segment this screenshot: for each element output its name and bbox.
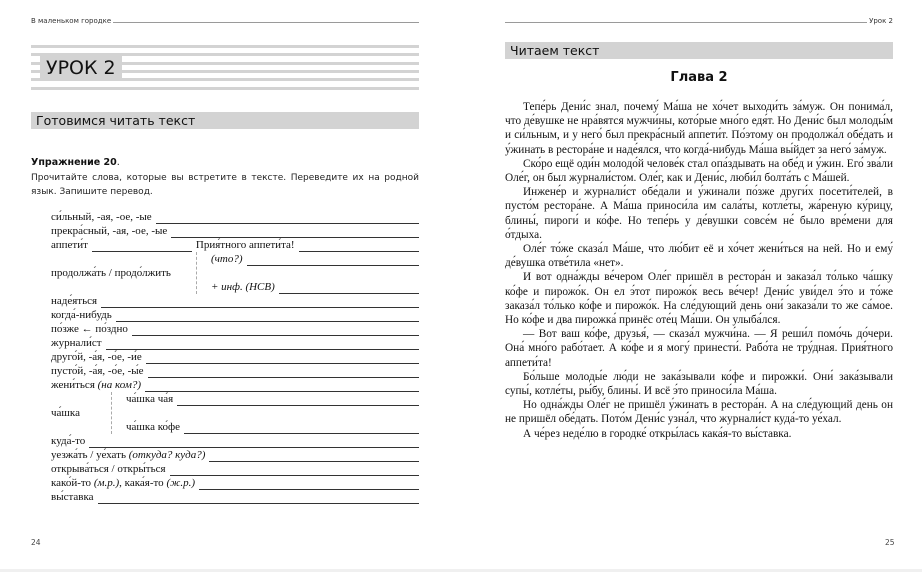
vocab-subrow <box>126 420 419 434</box>
vocab-word: пусто́й, -а́я, -о́е, -ы́е <box>51 365 144 377</box>
section-title: Читаем текст <box>505 42 893 59</box>
vocab-word: аппети́т <box>51 239 88 251</box>
group-divider <box>196 252 197 294</box>
vocab-phrase: Прия́тного аппети́та! <box>195 239 295 251</box>
translation-blank[interactable] <box>101 297 419 308</box>
right-page <box>461 0 922 572</box>
translation-blank[interactable] <box>171 227 419 238</box>
chapter-title: Глава 2 <box>670 70 728 85</box>
vocab-row <box>51 294 419 308</box>
vocab-group-subs <box>126 392 419 434</box>
translation-blank[interactable] <box>279 283 419 294</box>
paragraph: А че́рез неде́лю в городке́ откры́лась кака́я-то вы́ставка. <box>523 427 792 440</box>
banner-stripe <box>31 45 419 48</box>
paragraph: Инжене́р и журнали́ст обе́дали и у́жинали по́зже други́х посети́телей, в пусто́м рестора́не. А Ма́ша приноси́ла им сала́ты, котле́ты, жа́реную ку́рицу, блины́, пироги́ и ко́фе. Но тепе́рь у де́вушки совсе́м не́ было вре́мени для о́тдыха. <box>505 186 893 241</box>
vocab-word: по́зже ← по́здно <box>51 323 128 335</box>
vocab-note: (на ком?) <box>97 379 142 391</box>
translation-blank[interactable] <box>177 395 419 406</box>
vocab-word: наде́яться <box>51 295 98 307</box>
running-header <box>505 17 893 25</box>
vocab-row <box>51 308 419 322</box>
translation-blank[interactable] <box>299 241 419 252</box>
vocab-row <box>51 350 419 364</box>
paragraph: Ско́ро ещё оди́н молодо́й челове́к стал опа́здывать на обе́д и у́жин. Его́ зва́ли Оле́г, он был журнали́стом. Оле́г, как и Дени́с, люби́л болта́ть с Ма́шей. <box>505 157 893 185</box>
paragraph: Но одна́жды Оле́г не пришёл у́жинать в рестора́н. А на сле́дующий день он не пришёл обе́дать. Пото́м Дени́с узна́л, что журнали́ст куда́-то уе́хал. <box>505 399 893 426</box>
lesson-banner <box>31 45 419 91</box>
section-title: Готовимся читать текст <box>31 112 419 129</box>
vocab-row <box>51 336 419 350</box>
vocab-row <box>51 448 419 462</box>
vocab-subrow <box>126 392 419 406</box>
translation-blank[interactable] <box>209 451 419 462</box>
vocab-note: + инф. (НСВ) <box>211 281 275 293</box>
vocab-note: (м.р.) <box>93 477 120 489</box>
exercise-title-text: Упражнение 20 <box>31 157 117 168</box>
header-rule <box>113 22 419 23</box>
vocab-row <box>51 322 419 336</box>
vocabulary-list <box>51 210 419 504</box>
vocab-row <box>51 238 419 252</box>
running-header <box>31 17 419 25</box>
vocab-row <box>51 462 419 476</box>
vocab-word: како́й-то <box>51 477 92 489</box>
translation-blank[interactable] <box>145 381 419 392</box>
translation-blank[interactable] <box>156 213 419 224</box>
header-rule <box>505 22 867 23</box>
reading-text <box>505 100 893 441</box>
vocab-group-subs <box>211 252 419 294</box>
vocab-word: си́льный, -ая, -ое, -ые <box>51 211 152 223</box>
vocab-row <box>51 224 419 238</box>
exercise-instruction: Прочитайте слова, которые вы встретите в тексте. Переведите их на родной язык. Запишите перевод. <box>31 173 419 197</box>
translation-blank[interactable] <box>247 255 419 266</box>
paragraph: И вот одна́жды ве́чером Оле́г пришёл в рестора́н и заказа́л то́лько ча́шку ко́фе и пирожо́к. Он ел э́тот пирожо́к весь ве́чер! Дени́с уви́дел э́то и то́же заказа́л то́лько ко́фе и пирожо́к. На сле́дующий день они́ заказа́ли то же са́мое. Но ко́фе и два пирожка́ принёс оте́ц Ма́ши. Он улыба́лся. <box>505 271 893 327</box>
vocab-word: жени́ться <box>51 379 95 391</box>
paragraph: Оле́г то́же сказа́л Ма́ше, что лю́бит её и хо́чет жени́ться на ней. Но и ему́ де́вушка отве́тила «нет». <box>505 243 893 270</box>
vocab-row <box>51 378 419 392</box>
translation-blank[interactable] <box>199 479 419 490</box>
vocab-word: открыва́ться / откры́ться <box>51 463 166 475</box>
translation-blank[interactable] <box>106 339 419 350</box>
vocab-group-cup <box>51 392 419 434</box>
vocab-word: журнали́ст <box>51 337 102 349</box>
page-number: 24 <box>31 538 41 547</box>
vocab-word: когда́-нибудь <box>51 309 112 321</box>
exercise-title-dot: . <box>116 157 120 168</box>
vocab-word: , кака́я-то <box>119 477 164 489</box>
vocab-row <box>51 490 419 504</box>
vocab-note: (что?) <box>211 253 243 265</box>
translation-blank[interactable] <box>98 493 419 504</box>
vocab-row <box>51 476 419 490</box>
translation-blank[interactable] <box>92 241 192 252</box>
translation-blank[interactable] <box>148 367 419 378</box>
paragraph: Бо́льше молоды́е лю́ди не зака́зывали ко́фе и пирожки́. Они́ зака́зывали супы́, котле́ты, ры́бу, блины́. И всё э́то приноси́ла Ма́ша. <box>505 370 893 398</box>
vocab-group-head: ча́шка <box>51 407 80 419</box>
lesson-title: УРОК 2 <box>40 55 122 81</box>
translation-blank[interactable] <box>184 423 419 434</box>
vocab-row <box>51 364 419 378</box>
vocab-word: ча́шка ча́я <box>126 393 174 405</box>
paragraph: — Вот ваш ко́фе, друзья́, — сказа́л мужчи́на. — Я реши́л помо́чь до́чери. Она́ мно́го рабо́тает. А ко́фе и я могу́ принести́. Рабо́та не тру́дная. Прия́тного аппети́та! <box>505 328 893 369</box>
vocab-group-continue <box>51 252 419 294</box>
page-number: 25 <box>885 538 895 547</box>
paragraph: Тепе́рь Дени́с знал, почему́ Ма́ша не хо́чет выходи́ть за́муж. Он понима́л, что де́вушке не нра́вятся мужчи́ны, кото́рые мно́го едя́т. Но Дени́с был молоды́м и си́льным, и у него́ был прекра́сный аппети́т. По́этому он продолжа́л обе́дать и у́жинать в рестора́не и наде́ялся, что когда́-нибудь Ма́ша вы́йдет за него́ за́муж. <box>505 101 893 156</box>
translation-blank[interactable] <box>170 465 419 476</box>
vocab-note: (откуда? куда?) <box>128 449 206 461</box>
vocab-word: ча́шка ко́фе <box>126 421 180 433</box>
exercise-title <box>31 157 120 168</box>
banner-stripe <box>31 87 419 90</box>
translation-blank[interactable] <box>116 311 419 322</box>
vocab-group-head: продолжа́ть / продо́лжить <box>51 267 171 279</box>
vocab-subrow <box>211 252 419 266</box>
vocab-row <box>51 434 419 448</box>
vocab-row <box>51 210 419 224</box>
vocab-word: друго́й, -а́я, -о́е, -и́е <box>51 351 142 363</box>
vocab-word: уезжа́ть / уе́хать <box>51 449 126 461</box>
running-header-text: Урок 2 <box>869 17 893 25</box>
translation-blank[interactable] <box>146 353 419 364</box>
vocab-word: куда́-то <box>51 435 86 447</box>
vocab-word: прекра́сный, -ая, -ое, -ые <box>51 225 168 237</box>
translation-blank[interactable] <box>89 437 419 448</box>
vocab-subrow <box>211 280 419 294</box>
group-divider <box>111 392 112 434</box>
vocab-word: вы́ставка <box>51 491 94 503</box>
running-header-text: В маленьком городке <box>31 17 112 25</box>
vocab-note: (ж.р.) <box>166 477 195 489</box>
translation-blank[interactable] <box>132 325 419 336</box>
